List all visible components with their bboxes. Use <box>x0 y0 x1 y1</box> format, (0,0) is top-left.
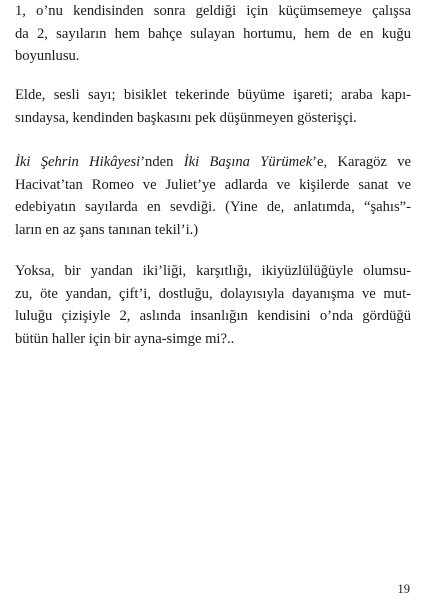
paragraph-3 <box>15 151 411 241</box>
page-number: 19 <box>397 582 410 596</box>
text-line: sındaysa, kendinden başkasını pek düşünmeyen gösterişçi. <box>15 109 357 126</box>
paragraph-4 <box>15 260 411 350</box>
text-line: boyunlusu. <box>15 48 80 64</box>
text-line: Yoksa, bir yandan iki’liği, karşıtlığı, ikiyüzlülüğüyle olumsu- <box>15 263 411 279</box>
text-line: edebiyatın sayılarda en sevdiği. (Yine de, anlatımda, “şahıs”- <box>15 199 411 215</box>
book-title-italic: İki Şehrin Hikâyesi <box>15 154 141 170</box>
text-line: Elde, sesli sayı; bisiklet tekerinde büyüme işareti; araba kapı- <box>15 87 411 103</box>
text-line: luluğu çizişiyle 2, aslında insanlığın kendisini o’nda gördüğü <box>15 308 411 324</box>
text-line <box>15 151 411 174</box>
text-line: ların en az şans tanınan tekil’i.) <box>15 221 199 238</box>
text-line: da 2, sayıların hem bahçe sulayan hortumu, hem de en kuğu <box>15 25 411 42</box>
text-line: 1, o’nu kendisinden sonra geldiği için küçümsemeye çalışsa <box>15 3 411 19</box>
paragraph-1 <box>15 0 411 68</box>
text-fragment: ’e, Karagöz ve <box>312 154 411 170</box>
book-title-italic: İki Başına Yürümek <box>183 154 313 170</box>
text-fragment: ’nden <box>140 154 184 170</box>
paragraph-2 <box>15 84 411 129</box>
text-line: bütün haller için bir ayna-simge mi?.. <box>15 330 235 347</box>
text-line: zu, öte yandan, çift’i, dostluğu, dolayısıyla dayanışma ve mut- <box>15 285 411 302</box>
text-line: Hacivat’tan Romeo ve Juliet’ye adlarda ve kişilerde sanat ve <box>15 176 411 193</box>
